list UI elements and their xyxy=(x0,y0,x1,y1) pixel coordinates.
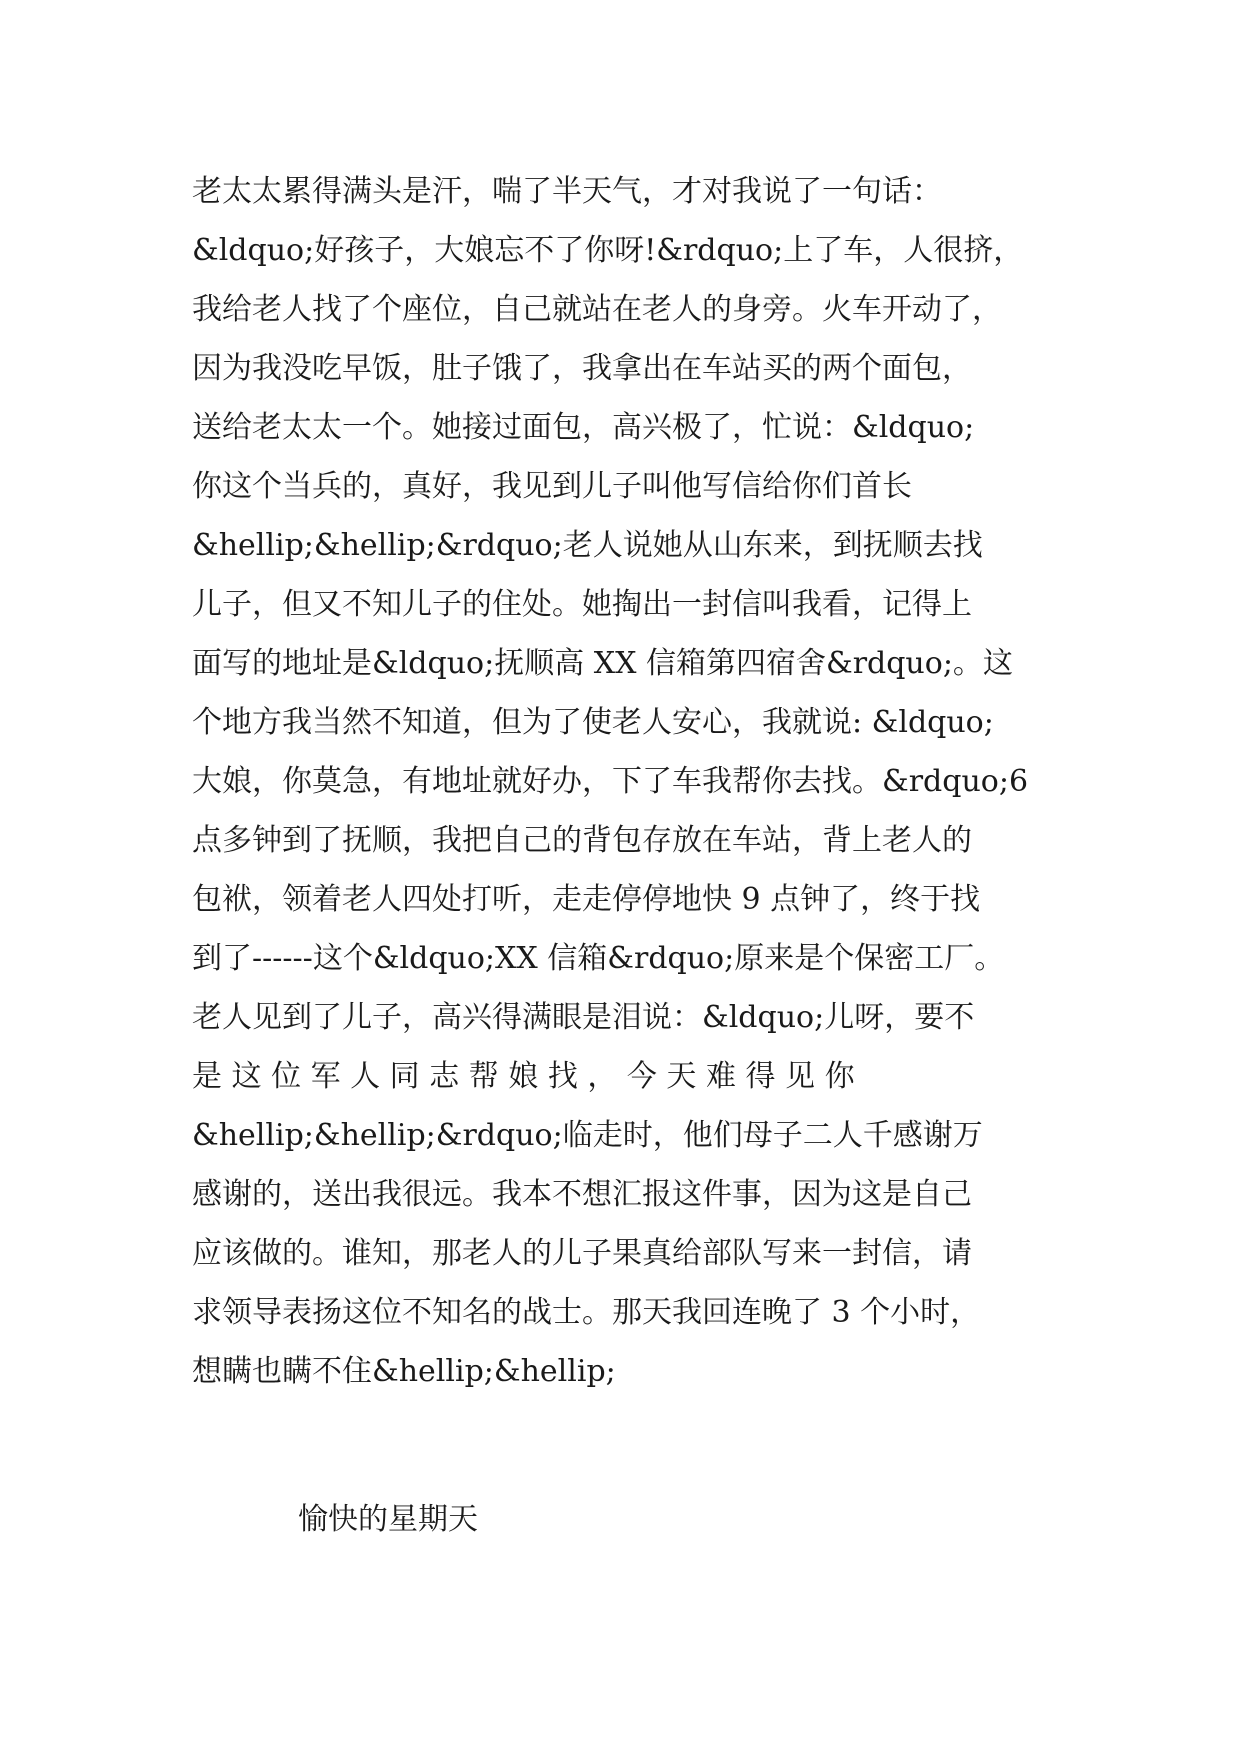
text-line: 点多钟到了抚顺，我把自己的背包存放在车站，背上老人的 xyxy=(192,823,972,858)
text-line: &hellip;&hellip;&rdquo;老人说她从山东来，到抚顺去找 xyxy=(192,528,983,563)
text-line: 是 这 位 军 人 同 志 帮 娘 找 ， 今 天 难 得 见 你 xyxy=(192,1059,855,1094)
text-line: 老太太累得满头是汗，喘了半天气，才对我说了一句话： xyxy=(192,174,942,209)
text-line: 应该做的。谁知，那老人的儿子果真给部队写来一封信，请 xyxy=(192,1236,972,1271)
text-line: 个地方我当然不知道，但为了使老人安心，我就说: &ldquo; xyxy=(192,705,994,740)
text-line: 儿子，但又不知儿子的住处。她掏出一封信叫我看，记得上 xyxy=(192,587,972,622)
text-line: &hellip;&hellip;&rdquo;临走时，他们母子二人千感谢万 xyxy=(192,1118,983,1153)
text-line: 求领导表扬这位不知名的战士。那天我回连晚了 3 个小时， xyxy=(192,1295,981,1330)
text-line: 到了------这个&ldquo;XX 信箱&rdquo;原来是个保密工厂。 xyxy=(192,941,1005,976)
text-line: 老人见到了儿子，高兴得满眼是泪说：&ldquo;儿呀，要不 xyxy=(192,1000,975,1035)
text-line: 我给老人找了个座位，自己就站在老人的身旁。火车开动了， xyxy=(192,292,1002,327)
text-line: 想瞒也瞒不住&hellip;&hellip; xyxy=(192,1354,616,1389)
text-line: 面写的地址是&ldquo;抚顺高 XX 信箱第四宿舍&rdquo;。这 xyxy=(192,646,1013,681)
section-title: 愉快的星期天 xyxy=(298,1502,478,1537)
text-line: 因为我没吃早饭，肚子饿了，我拿出在车站买的两个面包， xyxy=(192,351,972,386)
text-line: 送给老太太一个。她接过面包，高兴极了，忙说：&ldquo; xyxy=(192,410,975,445)
text-line: 包袱，领着老人四处打听，走走停停地快 9 点钟了，终于找 xyxy=(192,882,981,917)
text-line: 感谢的，送出我很远。我本不想汇报这件事，因为这是自己 xyxy=(192,1177,972,1212)
text-line: 你这个当兵的，真好，我见到儿子叫他写信给你们首长 xyxy=(192,469,912,504)
text-line: 大娘，你莫急，有地址就好办，下了车我帮你去找。&rdquo;6 xyxy=(192,764,1029,799)
body-paragraph xyxy=(192,162,1052,1401)
text-line: &ldquo;好孩子，大娘忘不了你呀!&rdquo;上了车，人很挤， xyxy=(192,233,1024,268)
